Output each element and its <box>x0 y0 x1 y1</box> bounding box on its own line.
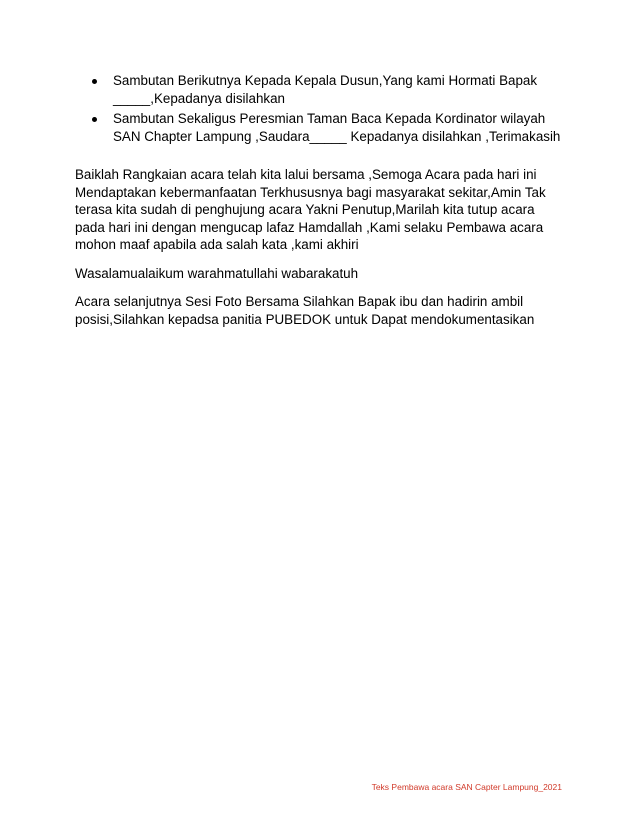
farewell-greeting: Wasalamualaikum warahmatullahi wabarakatuh <box>75 265 359 281</box>
bullet-icon <box>92 79 97 84</box>
list-item <box>75 110 565 145</box>
list-item-text: Sambutan Sekaligus Peresmian Taman Baca Kepada Kordinator wilayah SAN Chapter Lampung ,Saudara_____ Kepadanya disilahkan ,Terimakasih <box>113 111 561 144</box>
list-item-text: Sambutan Berikutnya Kepada Kepala Dusun,Yang kami Hormati Bapak _____,Kepadanya disilahkan <box>113 73 538 106</box>
closing-paragraph: Baiklah Rangkaian acara telah kita lalui bersama ,Semoga Acara pada hari ini Mendaptakan kebermanfaatan Terkhususnya bagi masyarakat sekitar,Amin Tak terasa kita sudah di penghujung acara Yakni Penutup,Marilah kita tutup acara pada hari ini dengan mengucap lafaz Hamdallah ,Kami selaku Pembawa acara mohon maaf apabila ada salah kata ,kami akhiri <box>75 167 546 252</box>
list-item <box>75 72 565 107</box>
page-footer: Teks Pembawa acara SAN Capter Lampung_2021 <box>371 782 562 792</box>
document-body <box>75 72 565 328</box>
bullet-list <box>75 72 565 145</box>
photo-session-paragraph: Acara selanjutnya Sesi Foto Bersama Silahkan Bapak ibu dan hadirin ambil posisi,Silahkan kepadsa panitia PUBEDOK untuk Dapat mendokumentasikan <box>75 294 535 327</box>
bullet-icon <box>92 117 97 122</box>
